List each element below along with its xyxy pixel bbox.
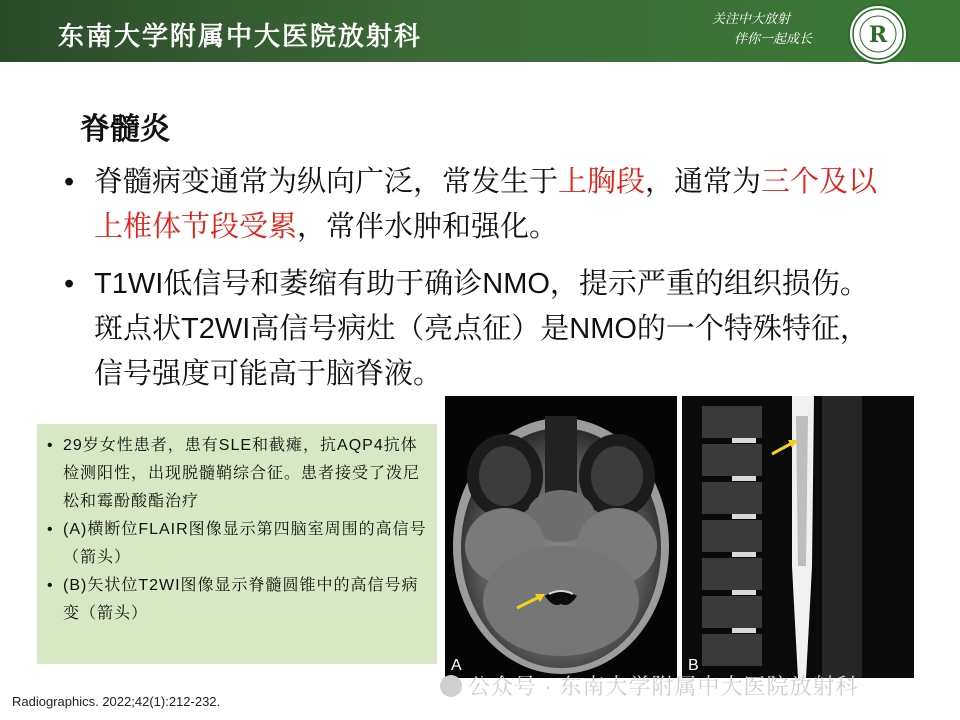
wechat-icon	[440, 675, 462, 697]
note-item: • (B)矢状位T2WI图像显示脊髓圆锥中的高信号病变（箭头）	[47, 577, 419, 622]
watermark-text: 公众号 · 东南大学附属中大医院放射科	[468, 674, 859, 699]
bullet-1: • 脊髓病变通常为纵向广泛，常发生于上胸段，通常为三个及以上椎体节段受累，常伴水肿和强化。	[64, 166, 878, 243]
bullet-1-seg-3: 三个及以上椎体节段受累	[94, 166, 878, 243]
bullet-2: • T1WI低信号和萎缩有助于确诊NMO，提示严重的组织损伤。斑点状T2WI高信号病灶（亮点征）是NMO的一个特殊特征，信号强度可能高于脑脊液。	[64, 268, 869, 390]
slogan-line-1: 关注中大放射	[712, 12, 791, 27]
logo-letter: R	[868, 22, 888, 48]
citation: Radiographics. 2022;42(1):212-232.	[12, 694, 221, 709]
hospital-logo	[848, 4, 908, 64]
mri-sagittal-t2-image	[682, 396, 914, 678]
note-2-text: (A)横断位FLAIR图像显示第四脑室周围的高信号（箭头）	[63, 521, 427, 566]
slogan	[712, 10, 832, 50]
slogan-line-2: 伴你一起成长	[734, 32, 813, 47]
header-banner	[0, 0, 960, 62]
bullet-1-seg-2: ，通常为	[645, 166, 762, 198]
bullet-1-seg-4: ，常伴水肿和强化。	[297, 211, 559, 243]
note-item: • 29岁女性患者，患有SLE和截瘫，抗AQP4抗体检测阳性，出现脱髓鞘综合征。患者接受了泼尼松和霉酚酸酯治疗	[47, 437, 421, 510]
note-3-text: (B)矢状位T2WI图像显示脊髓圆锥中的高信号病变（箭头）	[63, 577, 419, 622]
main-bullet-list	[64, 160, 894, 409]
department-title: 东南大学附属中大医院放射科	[58, 22, 423, 52]
section-title: 脊髓炎	[80, 113, 170, 146]
note-item: • (A)横断位FLAIR图像显示第四脑室周围的高信号（箭头）	[47, 521, 427, 566]
mri-axial-flair-image	[445, 396, 677, 678]
label-a: A	[451, 657, 462, 674]
wechat-watermark	[440, 670, 859, 701]
bullet-1-seg-0: 脊髓病变通常为纵向广泛，常发生于	[94, 166, 559, 198]
note-1-text: 29岁女性患者，患有SLE和截瘫，抗AQP4抗体检测阳性，出现脱髓鞘综合征。患者接受了泼尼松和霉酚酸酯治疗	[63, 437, 421, 510]
case-note-box	[37, 424, 437, 664]
bullet-1-seg-1: 上胸段	[558, 166, 646, 198]
label-b: B	[688, 657, 699, 674]
bullet-2-text: T1WI低信号和萎缩有助于确诊NMO，提示严重的组织损伤。斑点状T2WI高信号病灶（亮点征）是NMO的一个特殊特征，信号强度可能高于脑脊液。	[94, 268, 869, 390]
